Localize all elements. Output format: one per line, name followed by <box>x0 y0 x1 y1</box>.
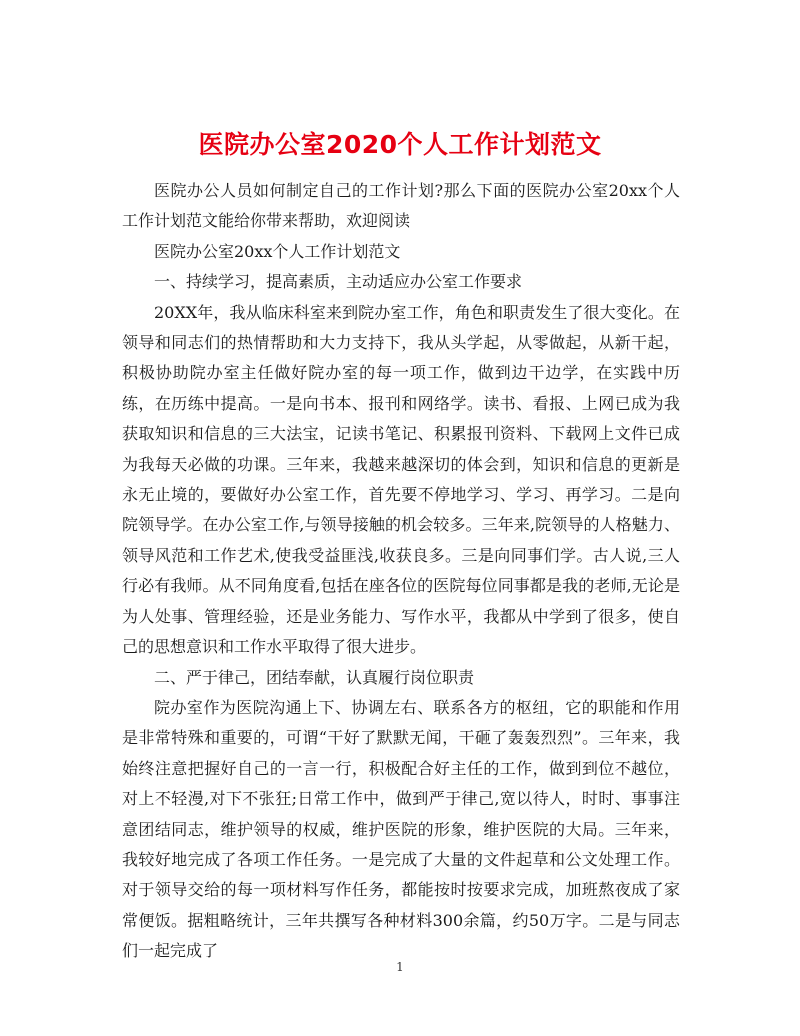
intro-paragraph: 医院办公人员如何制定自己的工作计划?那么下面的医院办公室20xx个人工作计划范文能给你带来帮助，欢迎阅读 <box>122 181 680 231</box>
document-title: 医院办公室2020个人工作计划范文 <box>198 129 602 159</box>
section-1-paragraph: 20XX年，我从临床科室来到院办室工作，角色和职责发生了很大变化。在领导和同志们的热情帮助和大力支持下，我从头学起，从零做起，从新干起，积极协助院办室主任做好院办室的每一项工作，做到边干边学，在实践中历练，在历练中提高。一是向书本、报刊和网络学。读书、看报、上网已成为我获取知识和信息的三大法宝，记读书笔记、积累报刊资料、下载网上文件已成为我每天必做的功课。三年来，我越来越深切的体会到，知识和信息的更新是永无止境的，要做好办公室工作，首先要不停地学习、学习、再学习。二是向院领导学。在办公室工作,与领导接触的机会较多。三年来,院领导的人格魅力、领导风范和工作艺术,使我受益匪浅,收获良多。三是向同事们学。古人说,三人行必有我师。从不同角度看,包括在座各位的医院每位同事都是我的老师,无论是为人处事、管理经验，还是业务能力、写作水平，我都从中学到了很多，使自己的思想意识和工作水平取得了很大进步。 <box>122 302 680 657</box>
page-number: 1 <box>396 960 404 974</box>
section-2-paragraph: 院办室作为医院沟通上下、协调左右、联系各方的枢纽，它的职能和作用是非常特殊和重要的，可谓“干好了默默无闻，干砸了轰轰烈烈”。三年来，我始终注意把握好自己的一言一行，积极配合好主任的工作，做到到位不越位，对上不轻漫,对下不张狂;日常工作中，做到严于律己,宽以待人，时时、事事注意团结同志，维护领导的权威，维护医院的形象，维护医院的大局。三年来，我较好地完成了各项工作任务。一是完成了大量的文件起草和公文处理工作。对于领导交给的每一项材料写作任务，都能按时按要求完成，加班熬夜成了家常便饭。据粗略统计，三年共撰写各种材料300余篇，约50万字。二是与同志们一起完成了 <box>122 697 680 961</box>
section-heading-2: 二、严于律己，团结奉献，认真履行岗位职责 <box>154 667 475 687</box>
section-heading-1: 一、持续学习，提高素质，主动适应办公室工作要求 <box>154 272 523 292</box>
subtitle-paragraph: 医院办公室20xx个人工作计划范文 <box>154 241 401 261</box>
document-body <box>122 176 680 967</box>
